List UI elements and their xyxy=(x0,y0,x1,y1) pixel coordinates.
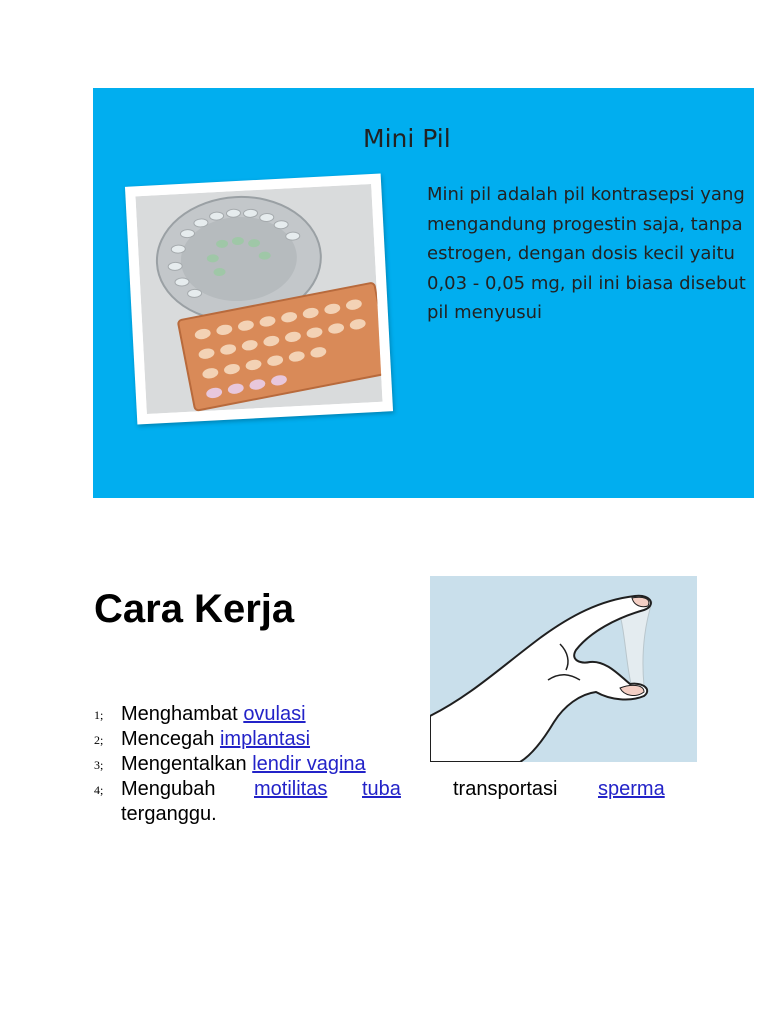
pill-pack-photo xyxy=(125,173,393,424)
slide-title: Mini Pil xyxy=(363,124,451,153)
list-text: transportasi xyxy=(453,778,558,800)
list-number: 1; xyxy=(94,708,104,722)
list-item xyxy=(94,777,678,827)
link-motilitas[interactable]: motilitas xyxy=(254,778,328,800)
list-text: Mencegah xyxy=(121,728,215,750)
list-text-continued: terganggu. xyxy=(121,803,217,825)
mini-pil-slide-image xyxy=(93,88,754,498)
slide-description: Mini pil adalah pil kontrasepsi yang mengandung progestin saja, tanpa estrogen, dengan dosis kecil yaitu 0,03 - 0,05 mg, pil ini biasa disebut pil menyusui xyxy=(427,184,746,323)
list-number: 4; xyxy=(94,783,104,797)
mechanism-list xyxy=(94,702,678,827)
link-lendir-vagina[interactable]: lendir vagina xyxy=(252,753,366,775)
list-text: Mengentalkan xyxy=(121,753,247,775)
pill-pack-icon xyxy=(135,184,382,414)
list-text: Mengubah xyxy=(121,778,216,800)
link-implantasi[interactable]: implantasi xyxy=(219,728,311,750)
section-heading: Cara Kerja xyxy=(94,587,295,631)
link-sperma[interactable]: sperma xyxy=(598,778,665,800)
list-number: 3; xyxy=(94,758,104,772)
link-tuba[interactable]: tuba xyxy=(362,778,401,800)
list-text: Menghambat xyxy=(121,703,238,725)
list-item xyxy=(94,727,678,752)
list-item xyxy=(94,702,678,727)
list-item xyxy=(94,752,678,777)
list-number: 2; xyxy=(94,733,104,747)
link-ovulasi[interactable]: ovulasi xyxy=(243,703,306,725)
